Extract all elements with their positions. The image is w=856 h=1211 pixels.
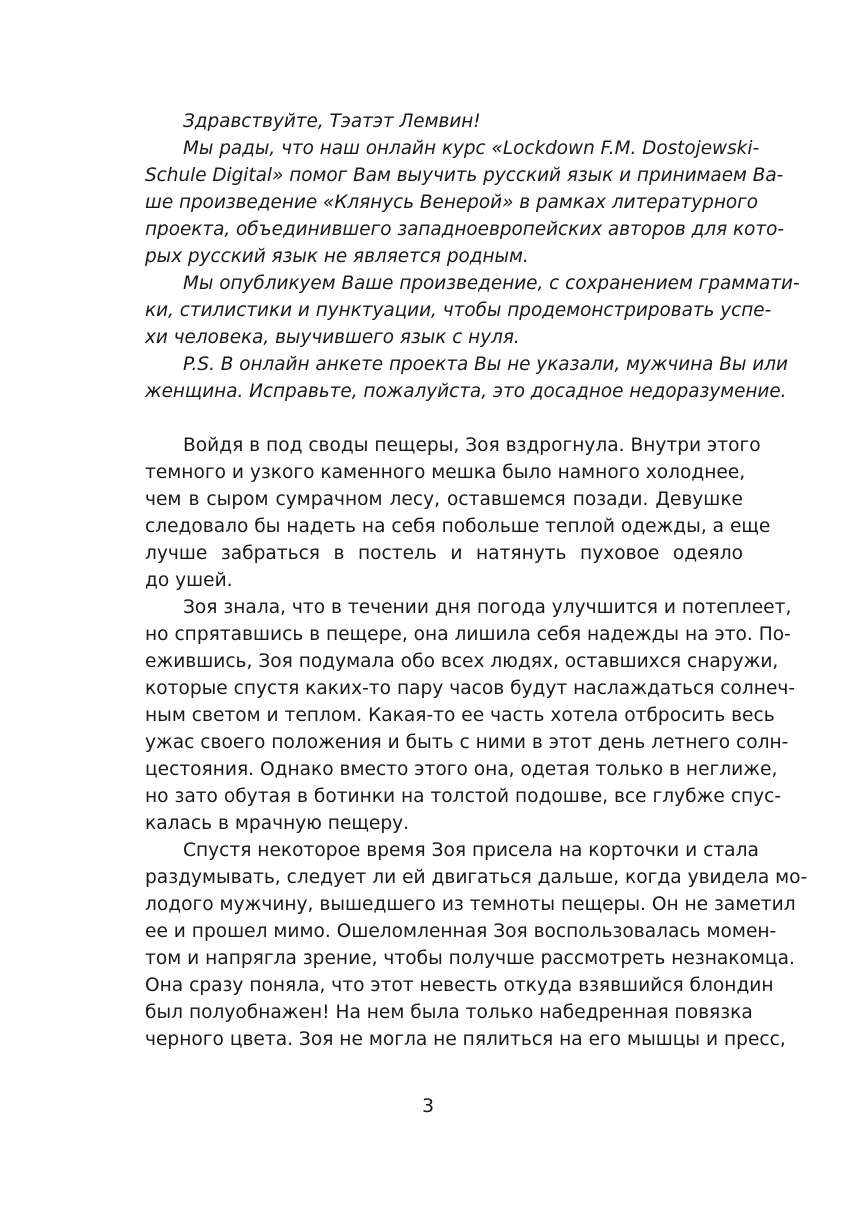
story-line: темного и узкого каменного мешка было намного холоднее, bbox=[145, 462, 746, 483]
story-line: Войдя в под своды пещеры, Зоя вздрогнула. Внутри этого bbox=[183, 435, 761, 456]
story-line: черного цвета. Зоя не могла не пялиться на его мышцы и пресс, bbox=[145, 1029, 786, 1050]
story-line: Спустя некоторое время Зоя присела на корточки и стала bbox=[183, 840, 759, 861]
story-line: раздумывать, следует ли ей двигаться дальше, когда увидела мо- bbox=[145, 867, 808, 888]
story-line: лодого мужчину, вышедшего из темноты пещеры. Он не заметил bbox=[145, 894, 796, 915]
story-line: Она сразу поняла, что этот невесть откуда взявшийся блондин bbox=[145, 975, 774, 996]
letter-line: Здравствуйте, Тэатэт Лемвин! bbox=[183, 111, 481, 132]
letter-line: ше произведение «Клянусь Венерой» в рамках литературного bbox=[145, 192, 759, 213]
letter-line: женщина. Исправьте, пожалуйста, это досадное недоразумение. bbox=[145, 381, 787, 402]
story-line: но зато обутая в ботинки на толстой подошве, все глубже спус- bbox=[145, 786, 782, 807]
letter-line: проекта, объединившего западноевропейских авторов для кото- bbox=[145, 219, 784, 240]
story-line: калась в мрачную пещеру. bbox=[145, 813, 410, 834]
letter-line: хи человека, выучившего язык с нуля. bbox=[145, 327, 520, 348]
story-line: чем в сыром сумрачном лесу, оставшемся позади. Девушке bbox=[145, 489, 743, 510]
story-line: ным светом и теплом. Какая-то ее часть хотела отбросить весь bbox=[145, 705, 775, 726]
story-line: был полуобнажен! На нем была только набедренная повязка bbox=[145, 1002, 753, 1023]
letter-line: ки, стилистики и пунктуации, чтобы продемонстрировать успе- bbox=[145, 300, 772, 321]
story-line: цестояния. Однако вместо этого она, одетая только в неглиже, bbox=[145, 759, 778, 780]
letter-line: Schule Digital» помог Вам выучить русский язык и принимаем Ва- bbox=[145, 165, 784, 186]
story-line: которые спустя каких-то пару часов будут наслаждаться солнеч- bbox=[145, 678, 796, 699]
story-line: лучше забраться в постель и натянуть пуховое одеяло bbox=[145, 543, 743, 564]
story-line: но спрятавшись в пещере, она лишила себя надежды на это. По- bbox=[145, 624, 791, 645]
letter-line: рых русский язык не является родным. bbox=[145, 246, 529, 267]
story-line: ужас своего положения и быть с ними в этот день летнего солн- bbox=[145, 732, 789, 753]
letter-line: Мы рады, что наш онлайн курс «Lockdown F.M. Dostojewski- bbox=[183, 138, 760, 159]
story-line: ежившись, Зоя подумала обо всех людях, оставшихся снаружи, bbox=[145, 651, 779, 672]
story-line: Зоя знала, что в течении дня погода улучшится и потеплеет, bbox=[183, 597, 792, 618]
letter-line: Мы опубликуем Ваше произведение, с сохранением граммати- bbox=[183, 273, 800, 294]
story-line: том и напрягла зрение, чтобы получше рассмотреть незнакомца. bbox=[145, 948, 795, 969]
story-line: следовало бы надеть на себя побольше теплой одежды, а еще bbox=[145, 516, 771, 537]
story-line: до ушей. bbox=[145, 570, 233, 591]
page-number: 3 bbox=[421, 1095, 435, 1117]
story-text bbox=[145, 432, 808, 1053]
story-line: ее и прошел мимо. Ошеломленная Зоя воспользовалась момен- bbox=[145, 921, 777, 942]
editor-letter bbox=[145, 108, 800, 405]
letter-line: P.S. В онлайн анкете проекта Вы не указали, мужчина Вы или bbox=[183, 354, 788, 375]
